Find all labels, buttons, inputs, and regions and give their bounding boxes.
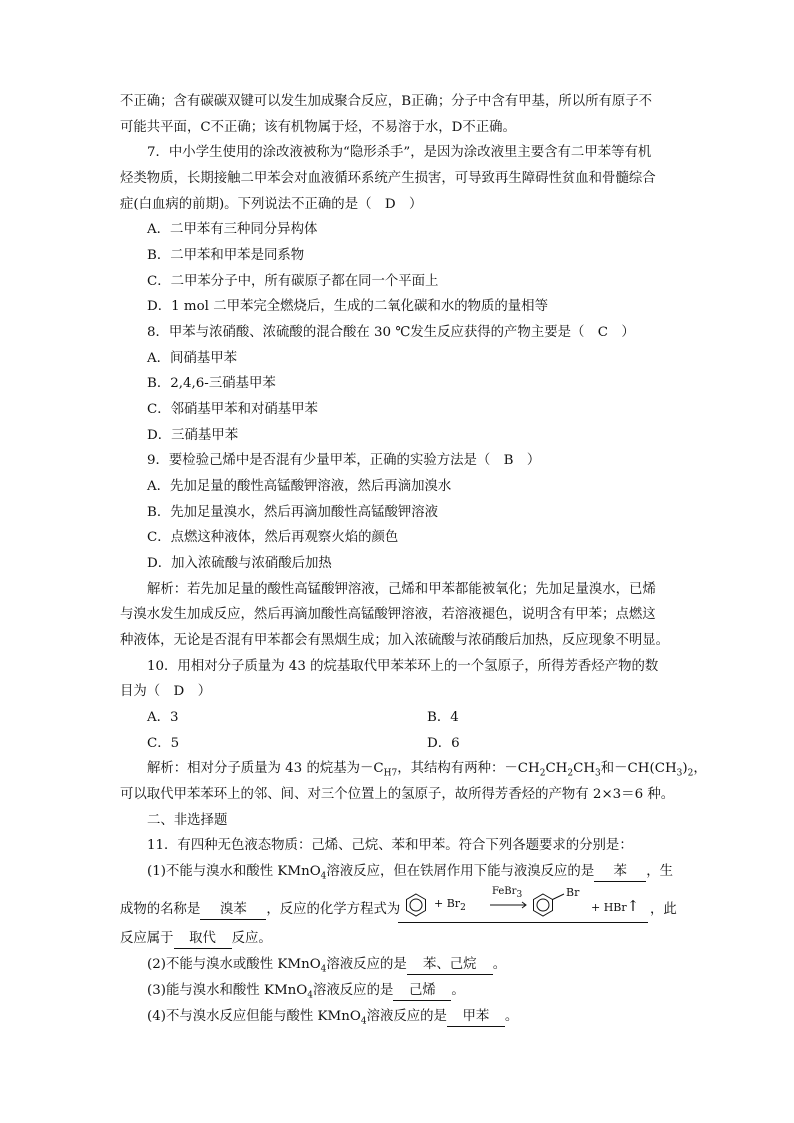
explanation-9: 解析：若先加足量的酸性高锰酸钾溶液，己烯和甲苯都能被氧化；先加足量溴水，已烯 [147,582,656,597]
text-line: ，此 [650,902,677,917]
chemical-equation[interactable] [398,884,648,923]
option-a: A．3 [147,710,179,725]
question-11-1: (1)不能与溴水和酸性 KMnO$_4$溶液反应，但在铁屑作用下能与液溴反应的是 苯 ，生 [147,864,673,882]
text-line: 烃类物质，长期接触二甲苯会对血液循环系统产生损害，可导致再生障碍性贫血和骨髓综合 [120,171,656,186]
question-11: 11．有四种无色液态物质：己烯、己烷、苯和甲苯。符合下列各题要求的分别是： [147,838,633,853]
text-line: 目为（ D ） [120,684,212,699]
option-c: C．邻硝基甲苯和对硝基甲苯 [147,402,318,417]
answer-blank[interactable]: 苯 [594,863,646,882]
question-11-2: (2)不能与溴水或酸性 KMnO$_4$溶液反应的是 苯、己烷 。 [147,957,507,975]
text-line: 可能共平面，C不正确；该有机物属于烃，不易溶于水，D不正确。 [120,120,516,135]
text-line: 反应属于 取代 反应。 [120,929,272,949]
section-heading: 二、非选择题 [147,813,228,828]
option-d: D．三硝基甲苯 [147,428,239,443]
option-d: D．加入浓硫酸与浓硝酸后加热 [147,556,332,571]
explanation-10: 解析：相对分子质量为 43 的烷基为$-C_{H7}$，其结构有两种：$-CH_2CH_2CH_3$和$-CH(CH_3)_2$， [147,761,707,779]
option-a: A．先加足量的酸性高锰酸钾溶液，然后再滴加溴水 [147,479,452,494]
equation-line: 成物的名称是 溴苯 ，反应的化学方程式为 [120,900,400,920]
answer-blank[interactable]: 溴苯 [200,901,266,920]
option-d: D．1 mol 二甲苯完全燃烧后，生成的二氧化碳和水的物质的量相等 [147,299,548,314]
answer-blank[interactable]: 甲苯 [447,1008,505,1027]
option-c: C．5 [147,736,180,751]
question-10: 10．用相对分子质量为 43 的烷基取代甲苯苯环上的一个氢原子，所得芳香烃产物的数 [147,659,659,674]
byproduct-label: + HBr↑ [591,897,640,915]
option-b: B．2,4,6-三硝基甲苯 [147,376,276,391]
text-line: 可以取代甲苯苯环上的邻、间、对三个位置上的氢原子，故所得芳香烃的产物有 2×3＝6 种。 [120,787,675,802]
answer-blank[interactable]: 己烯 [393,982,451,1001]
option-d: D．6 [427,736,460,751]
bromo-substituent: Br [566,886,580,899]
option-b: B．二甲苯和甲苯是同系物 [147,248,305,263]
catalyst-label: FeBr$_3$ [492,886,523,900]
text-line: 不正确；含有碳碳双键可以发生加成聚合反应，B正确；分子中含有甲基，所以所有原子不 [120,94,653,109]
answer-blank[interactable]: 取代 [174,930,232,949]
answer-blank[interactable]: 苯、己烷 [407,956,493,975]
option-c: C．点燃这种液体，然后再观察火焰的颜色 [147,530,399,545]
question-8: 8．甲苯与浓硝酸、浓硫酸的混合酸在 30 ℃发生反应获得的产物主要是（ C ） [147,325,635,340]
reagent-label: + $Br_2$ [434,897,466,914]
text-line: 症(白血病的前期)。下列说法不正确的是（ D ） [120,197,423,212]
option-a: A．二甲苯有三种同分异构体 [147,222,318,237]
question-7: 7．中小学生使用的涂改液被称为“隐形杀手”，是因为涂改液里主要含有二甲苯等有机 [147,145,652,160]
option-b: B．先加足量溴水，然后再滴加酸性高锰酸钾溶液 [147,505,439,520]
option-c: C．二甲苯分子中，所有碳原子都在同一个平面上 [147,274,439,289]
benzene-ring-icon [407,894,426,916]
option-b: B．4 [427,710,459,725]
question-9: 9．要检验己烯中是否混有少量甲苯，正确的实验方法是（ B ） [147,453,541,468]
option-a: A．间硝基甲苯 [147,351,238,366]
text-line: 种液体，无论是否混有甲苯都会有黑烟生成；加入浓硫酸与浓硝酸后加热，反应现象不明显。 [120,633,670,648]
text-line: 与溴水发生加成反应，然后再滴加酸性高锰酸钾溶液，若溶液褪色，说明含有甲苯；点燃这 [120,607,656,622]
question-11-4: (4)不与溴水反应但能与酸性 KMnO$_4$溶液反应的是 甲苯 。 [147,1009,519,1027]
benzene-ring-icon [534,894,553,916]
question-11-3: (3)能与溴水和酸性 KMnO$_4$溶液反应的是 己烯 。 [147,983,465,1001]
